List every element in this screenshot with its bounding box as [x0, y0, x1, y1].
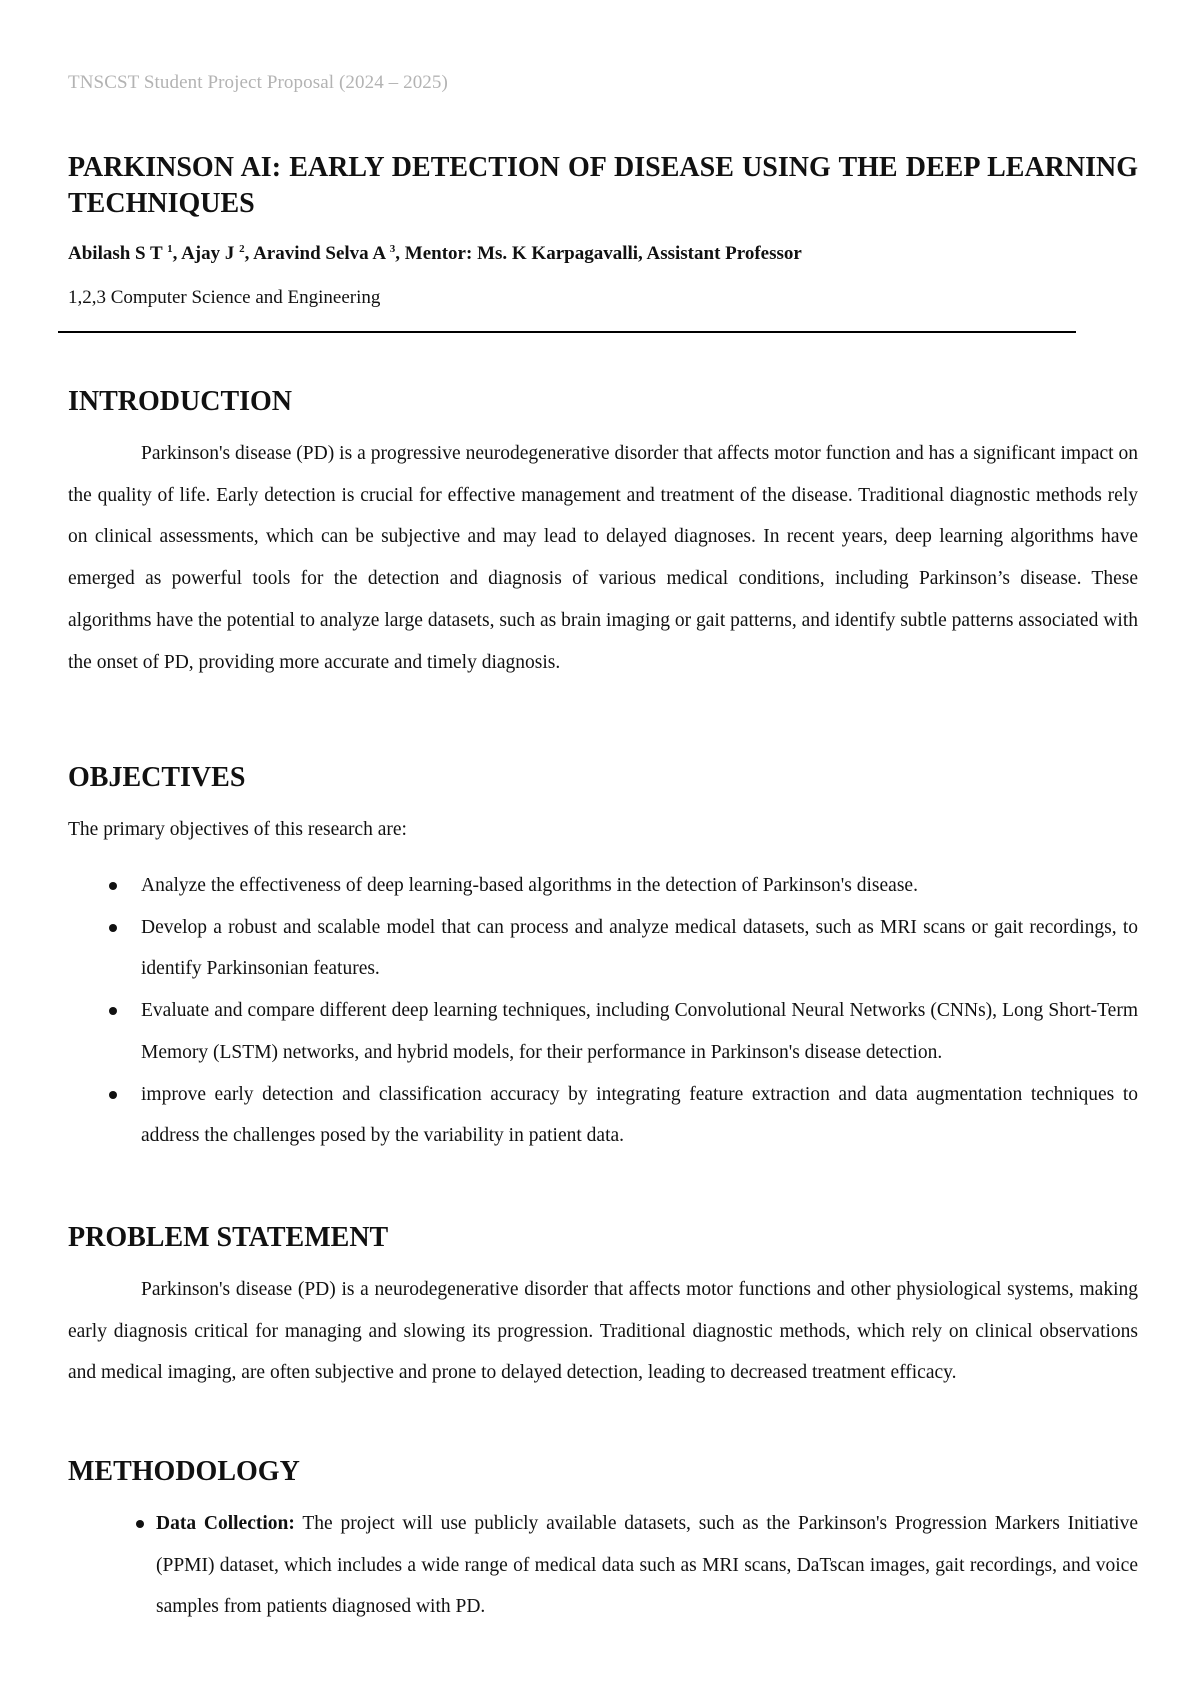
affiliation: 1,2,3 Computer Science and Engineering [68, 287, 381, 308]
introduction-paragraph: Parkinson's disease (PD) is a progressive neurodegenerative disorder that affects motor function and has a significant impact on the quality of life. Early detection is crucial for effective management and treatment of the disease. Traditional diagnostic methods rely on clinical assessments, which can be subjective and may lead to delayed diagnoses. In recent years, deep learning algorithms have emerged as powerful tools for the detection and diagnosis of various medical conditions, including Parkinson’s disease. These algorithms have the potential to analyze large datasets, such as brain imaging or gait patterns, and identify subtle patterns associated with the onset of PD, providing more accurate and timely diagnosis. [68, 443, 1138, 673]
author-name: Abilash S T [68, 243, 163, 264]
bullet-icon [109, 1091, 117, 1099]
list-item-text: Evaluate and compare different deep learning techniques, including Convolutional Neural Networks (CNNs), Long Short-Term Memory (LSTM) networks, and hybrid models, for their performance in Parkinson's disease detection. [141, 1000, 1138, 1063]
list-item [141, 990, 1138, 1073]
list-item [141, 907, 1138, 990]
list-item [141, 1074, 1138, 1157]
method-item-label: Data Collection: [156, 1513, 295, 1534]
list-item [141, 865, 1138, 907]
list-item-text: Analyze the effectiveness of deep learning-based algorithms in the detection of Parkinson's disease. [141, 875, 918, 896]
objectives-list [0, 865, 1138, 1157]
bullet-icon [109, 882, 117, 890]
running-header: TNSCST Student Project Proposal (2024 – 2025) [68, 72, 448, 93]
bullet-icon [109, 1007, 117, 1015]
method-item-text: The project will use publicly available datasets, such as the Parkinson's Progression Markers Initiative (PPMI) dataset, which includes a wide range of medical data such as MRI scans, DaTscan images, gait recordings, and voice samples from patients diagnosed with PD. [156, 1513, 1138, 1618]
author-affiliation-mark: 2 [239, 243, 245, 255]
header-divider [58, 331, 1076, 333]
author-affiliation-mark: 3 [389, 243, 396, 255]
mentor-name: , Mentor: Ms. K Karpagavalli, Assistant Professor [395, 243, 802, 264]
section-heading-methodology: METHODOLOGY [68, 1456, 300, 1487]
list-item-text: Develop a robust and scalable model that can process and analyze medical datasets, such as MRI scans or gait recordings, to identify Parkinsonian features. [141, 916, 1138, 980]
bullet-icon [109, 924, 117, 932]
objectives-lead: The primary objectives of this research are: [68, 819, 407, 840]
bullet-icon [136, 1520, 144, 1528]
problem-statement-paragraph: Parkinson's disease (PD) is a neurodegenerative disorder that affects motor functions and other physiological systems, making early diagnosis critical for managing and slowing its progression. Traditional diagnostic methods, which rely on clinical observations and medical imaging, are often subjective and prone to delayed detection, leading to decreased treatment efficacy. [68, 1279, 1138, 1384]
author-line [68, 243, 802, 265]
list-item [156, 1503, 1138, 1628]
section-heading-introduction: INTRODUCTION [68, 386, 293, 417]
section-heading-objectives: OBJECTIVES [68, 762, 246, 793]
author-affiliation-mark: 1 [167, 243, 173, 255]
section-heading-problem-statement: PROBLEM STATEMENT [68, 1222, 389, 1253]
author-name: , Aravind Selva A [244, 243, 386, 264]
list-item-text: improve early detection and classification accuracy by integrating feature extraction and data augmentation techniques to address the challenges posed by the variability in patient data. [141, 1083, 1138, 1147]
author-name: , Ajay J [172, 243, 235, 264]
paper-title: PARKINSON AI: EARLY DETECTION OF DISEASE USING THE DEEP LEARNING TECHNIQUES [68, 152, 1138, 219]
